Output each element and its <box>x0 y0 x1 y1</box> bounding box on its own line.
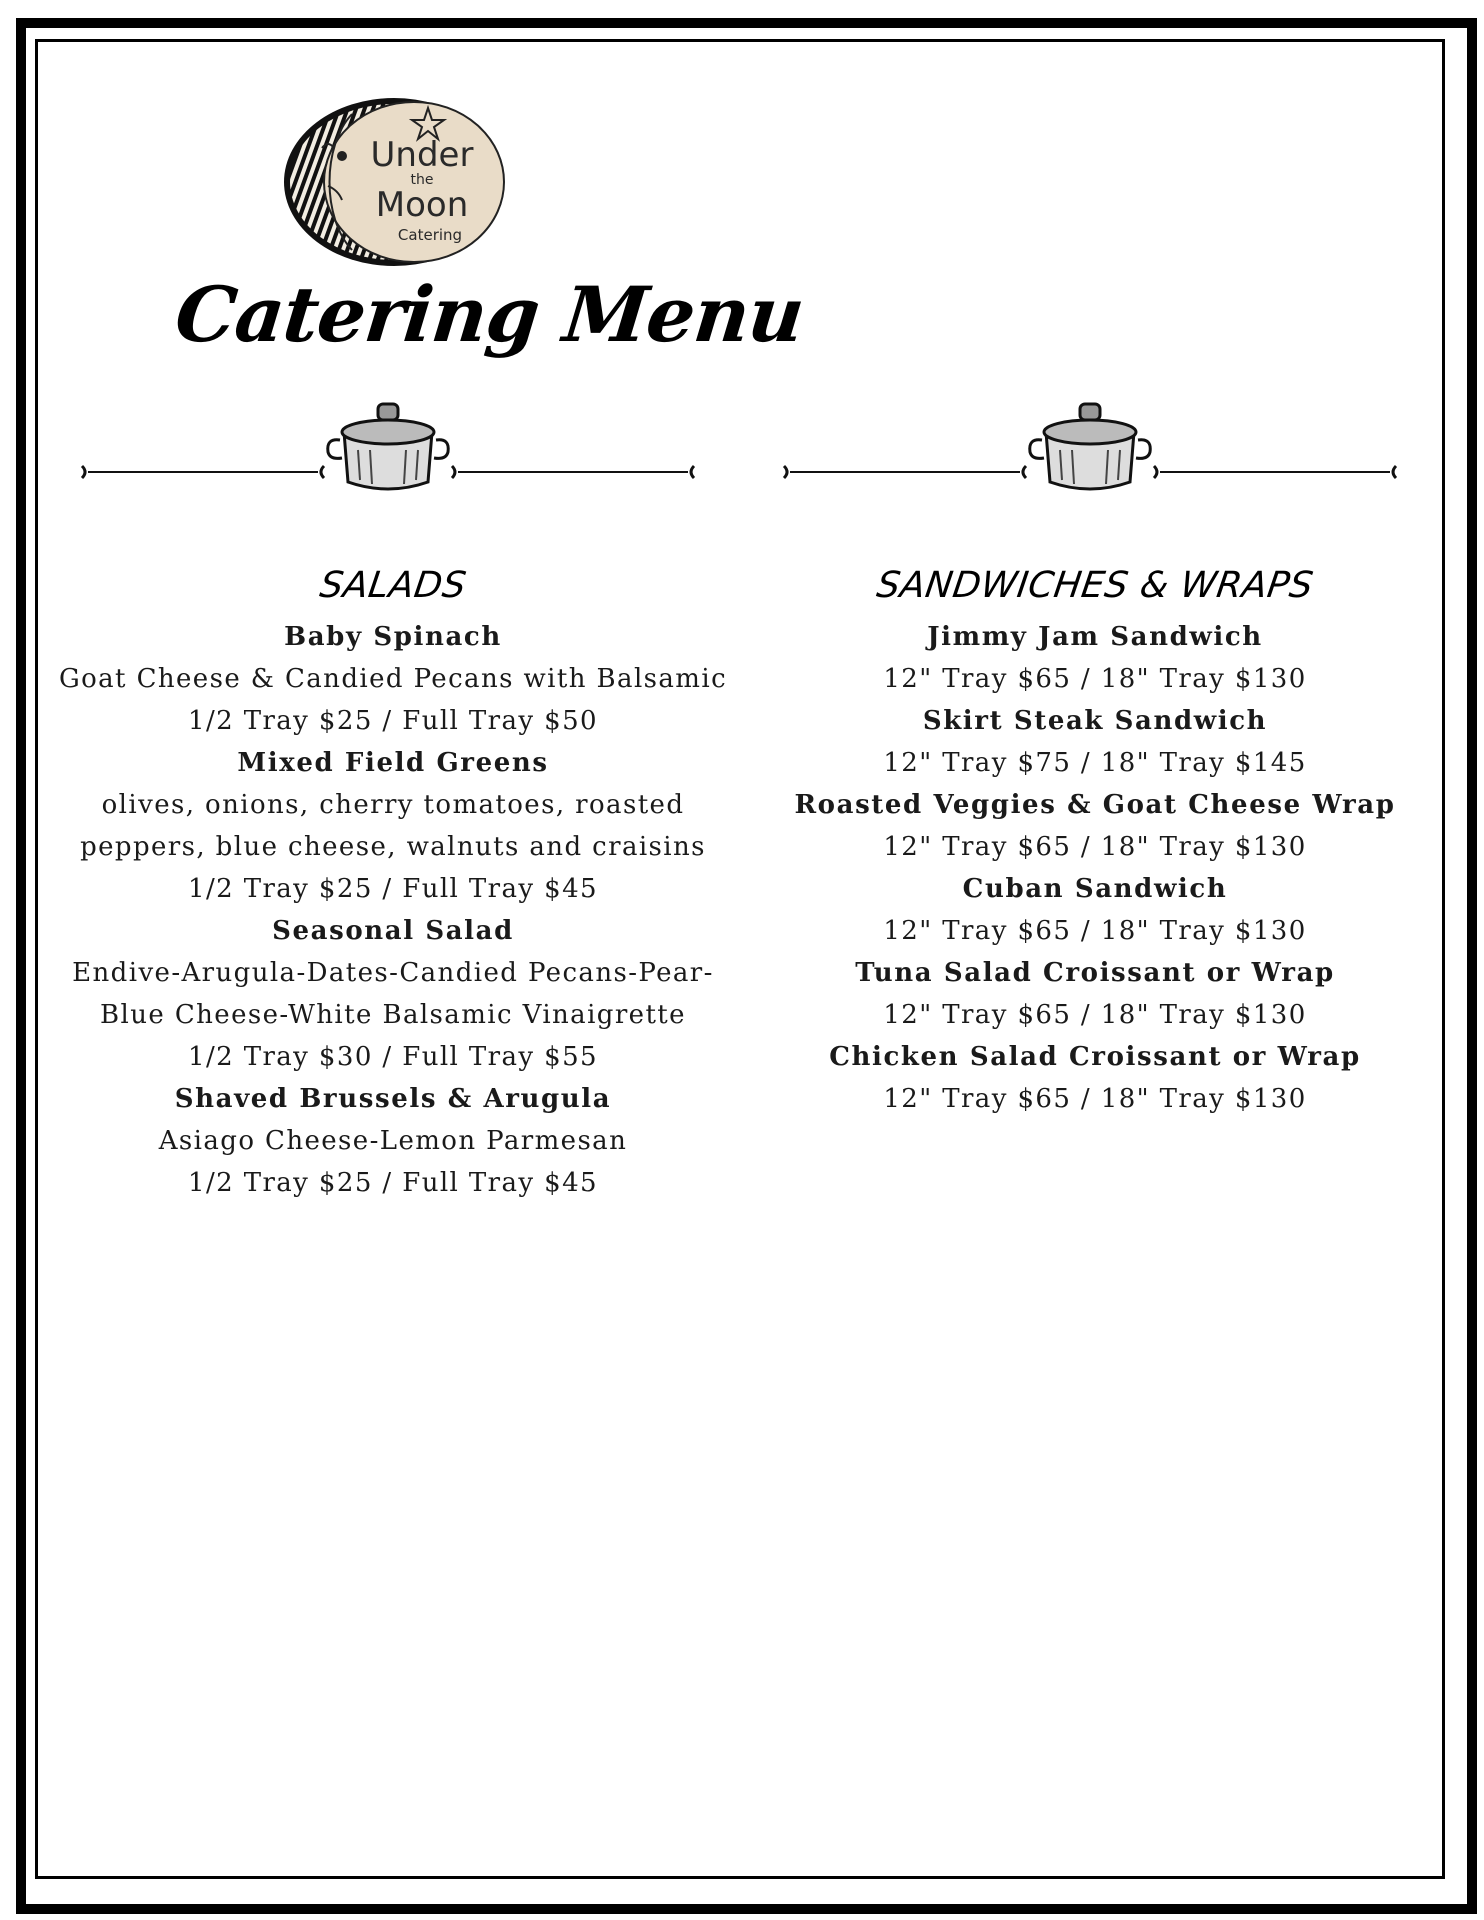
menu-item-name: Chicken Salad Croissant or Wrap <box>829 1042 1361 1072</box>
logo-text-moon: Moon <box>375 185 469 225</box>
menu-item-description: Goat Cheese & Candied Pecans with Balsamic <box>58 664 728 694</box>
cooking-pot-icon <box>1030 404 1151 489</box>
divider-right <box>780 390 1400 500</box>
menu-item-price: 12" Tray $65 / 18" Tray $130 <box>883 916 1307 946</box>
menu-item-description: Blue Cheese-White Balsamic Vinaigrette <box>100 1000 686 1030</box>
menu-item-price: 1/2 Tray $30 / Full Tray $55 <box>188 1042 598 1072</box>
menu-item-name: Mixed Field Greens <box>237 748 549 778</box>
menu-item-price: 1/2 Tray $25 / Full Tray $45 <box>188 874 598 904</box>
page-title: Catering Menu <box>171 270 808 359</box>
menu-item-price: 12" Tray $65 / 18" Tray $130 <box>883 1084 1307 1114</box>
menu-item-name: Jimmy Jam Sandwich <box>927 622 1263 652</box>
menu-item-name: Cuban Sandwich <box>962 874 1228 904</box>
logo-text-under: Under <box>370 135 474 175</box>
menu-item-name: Tuna Salad Croissant or Wrap <box>855 958 1335 988</box>
menu-item-name: Roasted Veggies & Goat Cheese Wrap <box>794 790 1396 820</box>
menu-item-description: Endive-Arugula-Dates-Candied Pecans-Pear- <box>72 958 714 988</box>
under-the-moon-logo <box>282 96 507 268</box>
section-heading-sandwiches-wraps: SANDWICHES & WRAPS <box>874 565 1316 606</box>
menu-item-description: olives, onions, cherry tomatoes, roasted <box>101 790 685 820</box>
section-heading-salads: SALADS <box>317 565 469 606</box>
menu-item-name: Seasonal Salad <box>272 916 514 946</box>
menu-item-description: peppers, blue cheese, walnuts and craisins <box>80 832 706 862</box>
logo-text-the: the <box>410 172 434 188</box>
menu-item-name: Shaved Brussels & Arugula <box>174 1084 612 1114</box>
menu-item-price: 1/2 Tray $25 / Full Tray $45 <box>188 1168 598 1198</box>
menu-item-name: Baby Spinach <box>284 622 502 652</box>
sandwiches-wraps-section <box>760 556 1430 1120</box>
menu-item-price: 12" Tray $65 / 18" Tray $130 <box>883 1000 1307 1030</box>
menu-item-price: 12" Tray $65 / 18" Tray $130 <box>883 664 1307 694</box>
menu-item-description: Asiago Cheese-Lemon Parmesan <box>158 1126 628 1156</box>
cooking-pot-icon <box>328 404 449 489</box>
menu-item-price: 12" Tray $65 / 18" Tray $130 <box>883 832 1307 862</box>
menu-item-price: 1/2 Tray $25 / Full Tray $50 <box>188 706 598 736</box>
salads-section <box>58 556 728 1204</box>
menu-item-name: Skirt Steak Sandwich <box>922 706 1268 736</box>
divider-left <box>78 390 698 500</box>
logo-text-catering: Catering <box>397 226 463 244</box>
menu-item-price: 12" Tray $75 / 18" Tray $145 <box>883 748 1307 778</box>
